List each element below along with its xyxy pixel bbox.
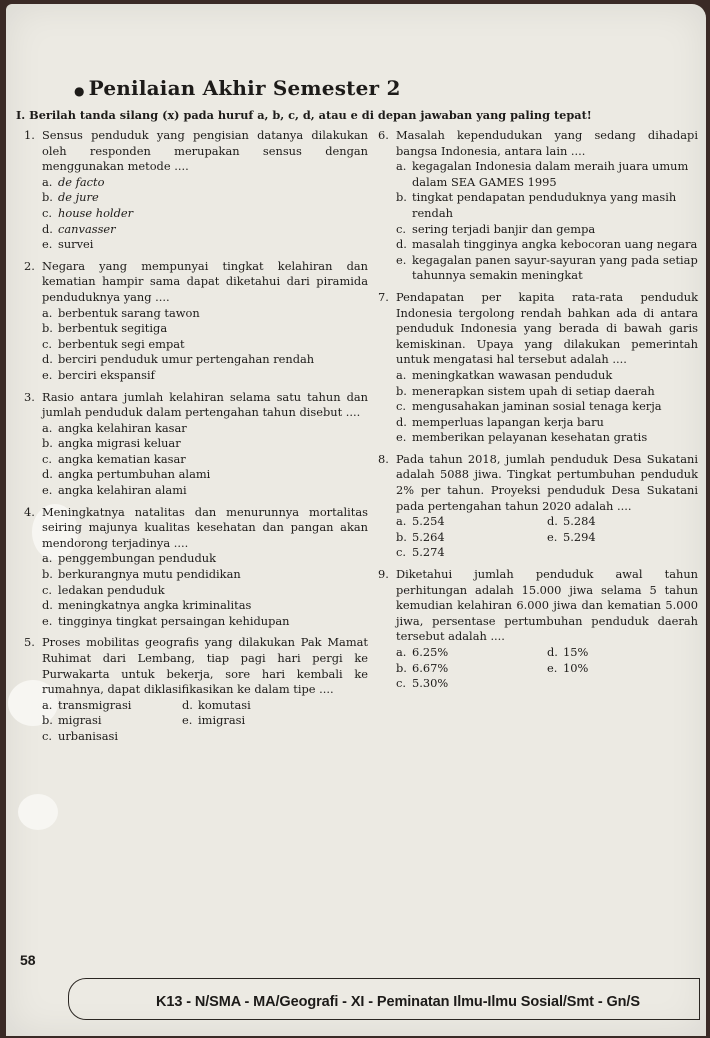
question-5 (24, 635, 368, 744)
option[interactable] (42, 321, 368, 337)
option-text: angka kelahiran kasar (58, 420, 187, 435)
right-column (378, 128, 698, 698)
option[interactable] (396, 430, 698, 446)
option-letter: c. (42, 451, 53, 466)
option-text: meningkatnya angka kriminalitas (58, 598, 252, 613)
option-letter: a. (396, 645, 407, 659)
option-text: mengusahakan jaminan sosial tenaga kerja (412, 399, 662, 414)
option[interactable] (396, 645, 547, 661)
option-letter: c. (42, 336, 53, 351)
option-text: tingginya tingkat persaingan kehidupan (58, 613, 290, 628)
question-number: 6. (378, 128, 389, 142)
option-text: berciri ekspansif (58, 367, 155, 382)
question-number: 2. (24, 258, 35, 273)
question-6 (378, 128, 698, 284)
option-letter: b. (396, 660, 407, 675)
option[interactable] (396, 514, 547, 530)
option-letter: d. (547, 514, 558, 529)
option-text: kegagalan panen sayur-sayuran yang pada setiap tahunnya semakin meningkat (412, 252, 698, 283)
option[interactable] (396, 190, 698, 221)
option-letter: a. (42, 420, 53, 435)
title-text: Penilaian Akhir Semester 2 (88, 76, 401, 100)
question-text: Pada tahun 2018, jumlah penduduk Desa Sukatani adalah 5088 jiwa. Tingkat pertumbuhan penduduk 2% per tahun. Proyeksi penduduk Desa Sukatani pada pertengahan tahun 2020 adalah .... (396, 451, 698, 513)
option[interactable] (42, 436, 368, 452)
option-text: survei (58, 237, 94, 252)
option-text: canvasser (58, 221, 116, 236)
option-letter: e. (42, 483, 53, 498)
option-text: 5.254 (412, 514, 445, 529)
option-text: ledakan penduduk (58, 582, 165, 597)
option[interactable] (182, 698, 368, 714)
option-text: menerapkan sistem upah di setiap daerah (412, 383, 655, 398)
option[interactable] (42, 368, 368, 384)
option[interactable] (396, 368, 698, 384)
option[interactable] (396, 661, 547, 677)
question-number: 9. (378, 567, 389, 582)
option-text: 6.67% (412, 660, 449, 675)
option-text: meningkatkan wawasan penduduk (412, 367, 613, 382)
option-letter: e. (42, 613, 53, 628)
option-text: 5.294 (563, 529, 596, 544)
option[interactable] (396, 159, 698, 190)
option-text: de jure (58, 190, 99, 205)
option-text: imigrasi (198, 713, 246, 728)
option-letter: d. (42, 467, 53, 482)
option[interactable] (42, 467, 368, 483)
option-letter: d. (42, 598, 53, 613)
option-letter: c. (396, 399, 407, 414)
option-text: transmigrasi (58, 697, 132, 712)
option[interactable] (42, 306, 368, 322)
option[interactable] (42, 698, 182, 714)
option-letter: e. (396, 430, 407, 445)
option-text: de facto (58, 174, 105, 189)
option-text: tingkat pendapatan penduduknya yang masih rendah (412, 190, 677, 220)
bullet-icon: ● (74, 84, 85, 98)
option-text: komutasi (198, 697, 251, 712)
option-letter: d. (42, 221, 53, 236)
option[interactable] (396, 415, 698, 431)
question-number: 4. (24, 504, 35, 519)
option[interactable] (42, 551, 368, 567)
option-text: berbentuk sarang tawon (58, 305, 200, 320)
option-letter: d. (182, 697, 193, 712)
question-1 (24, 128, 368, 253)
option-text: 15% (563, 645, 589, 659)
option[interactable] (42, 421, 368, 437)
option-text: 5.30% (412, 676, 449, 691)
option-text: memperluas lapangan kerja baru (412, 414, 604, 429)
question-number: 8. (378, 451, 389, 466)
option-letter: b. (42, 321, 53, 336)
option-letter: b. (42, 713, 53, 728)
option-letter: e. (547, 660, 558, 675)
page-number: 58 (20, 952, 36, 968)
option-text: 6.25% (412, 645, 449, 659)
question-3 (24, 390, 368, 499)
option[interactable] (42, 237, 368, 253)
question-number: 5. (24, 635, 35, 650)
option[interactable] (547, 514, 698, 530)
option-letter: e. (42, 367, 53, 382)
question-number: 7. (378, 289, 389, 304)
option-letter: a. (42, 551, 53, 566)
option[interactable] (42, 452, 368, 468)
question-text: Diketahui jumlah penduduk awal tahun perhitungan adalah 15.000 jiwa selama 5 tahun kemudian kelahiran 6.000 jiwa dan kematian 5.000 jiwa, persentase pertumbuhan penduduk daerah tersebut adalah .... (396, 567, 698, 644)
option-text: 5.264 (412, 529, 445, 544)
option[interactable] (396, 530, 547, 546)
option[interactable] (42, 190, 368, 206)
option-letter: a. (396, 514, 407, 529)
option-letter: e. (547, 529, 558, 544)
question-text: Pendapatan per kapita rata-rata penduduk Indonesia tergolong rendah bahkan ada di antara penduduk Indonesia yang berada di bawah garis kemiskinan. Upaya yang dilakukan pemerintah untuk mengatasi hal tersebut adalah .... (396, 289, 698, 367)
option-text: penggembungan penduduk (58, 551, 217, 566)
option-letter: b. (396, 190, 407, 205)
option[interactable] (547, 661, 698, 677)
option-letter: c. (396, 221, 407, 236)
option-letter: d. (547, 645, 558, 659)
question-number: 3. (24, 389, 35, 404)
question-text: Negara yang mempunyai tingkat kelahiran dan kematian hampir sama dapat diketahui dari piramida penduduknya yang .... (42, 258, 368, 304)
option-letter: e. (182, 713, 193, 728)
option-text: berciri penduduk umur pertengahan rendah (58, 352, 315, 367)
option-text: house holder (58, 205, 134, 220)
option[interactable] (42, 583, 368, 599)
option-text: angka kelahiran alami (58, 483, 187, 498)
option-text: masalah tingginya angka kebocoran uang negara (412, 237, 698, 252)
option[interactable] (396, 384, 698, 400)
left-column (24, 128, 368, 751)
option[interactable] (396, 399, 698, 415)
option-text: 5.284 (563, 514, 596, 529)
question-7 (378, 290, 698, 446)
option-letter: b. (42, 567, 53, 582)
option-text: 5.274 (412, 545, 445, 560)
option-text: berkurangnya mutu pendidikan (58, 567, 241, 582)
option-letter: c. (396, 676, 407, 691)
option-text: sering terjadi banjir dan gempa (412, 221, 596, 236)
footer-text: K13 - N/SMA - MA/Geografi - XI - Peminatan Ilmu-Ilmu Sosial/Smt - Gn/S (156, 994, 640, 1010)
option-letter: c. (42, 728, 53, 743)
question-text: Proses mobilitas geografis yang dilakukan Pak Mamat Ruhimat dari Lembang, tiap pagi hari pergi ke Purwakarta untuk bekerja, sore hari kembali ke rumahnya, dapat diklasifikasikan ke dalam tipe .... (42, 635, 368, 697)
option[interactable] (547, 645, 698, 661)
option-letter: d. (42, 352, 53, 367)
option-text: migrasi (58, 713, 102, 728)
option-letter: a. (42, 174, 53, 189)
option[interactable] (547, 530, 698, 546)
option[interactable] (396, 253, 698, 284)
option-letter: a. (396, 159, 407, 174)
question-4 (24, 505, 368, 630)
option-letter: a. (42, 305, 53, 320)
option-letter: e. (396, 252, 407, 267)
glare-spot (18, 794, 58, 830)
option-text: 10% (563, 660, 589, 675)
option-text: angka pertumbuhan alami (58, 467, 211, 482)
option[interactable] (42, 352, 368, 368)
option[interactable] (42, 206, 368, 222)
option-text: angka kematian kasar (58, 451, 186, 466)
option-letter: b. (42, 190, 53, 205)
option-text: urbanisasi (58, 728, 118, 743)
option[interactable] (42, 713, 182, 729)
option[interactable] (396, 676, 547, 692)
option[interactable] (42, 337, 368, 353)
option-text: memberikan pelayanan kesehatan gratis (412, 430, 648, 445)
option-text: berbentuk segi empat (58, 336, 185, 351)
option[interactable] (396, 545, 547, 561)
worksheet-page (6, 4, 706, 1036)
option[interactable] (396, 222, 698, 238)
instruction: I. Berilah tanda silang (x) pada huruf a, b, c, d, atau e di depan jawaban yang paling tepat! (16, 108, 592, 122)
option[interactable] (42, 175, 368, 191)
option-letter: d. (396, 237, 407, 252)
option[interactable] (42, 598, 368, 614)
option[interactable] (42, 729, 182, 745)
option[interactable] (42, 567, 368, 583)
option-letter: b. (42, 436, 53, 451)
question-number: 1. (24, 128, 35, 142)
option-letter: b. (396, 383, 407, 398)
question-9 (378, 567, 698, 692)
option-text: angka migrasi keluar (58, 436, 181, 451)
page-title (74, 76, 401, 100)
question-text: Sensus penduduk yang pengisian datanya dilakukan oleh responden merupakan sensus dengan menggunakan metode .... (42, 128, 368, 174)
option-letter: e. (42, 237, 53, 252)
question-2 (24, 259, 368, 384)
option[interactable] (42, 222, 368, 238)
option-letter: c. (396, 545, 407, 560)
option-letter: c. (42, 582, 53, 597)
question-8 (378, 452, 698, 561)
question-text: Rasio antara jumlah kelahiran selama satu tahun dan jumlah penduduk dalam pertengahan tahun disebut .... (42, 389, 368, 420)
option[interactable] (42, 483, 368, 499)
option[interactable] (182, 713, 368, 729)
option[interactable] (42, 614, 368, 630)
option-text: kegagalan Indonesia dalam meraih juara umum dalam SEA GAMES 1995 (412, 159, 689, 189)
option-text: berbentuk segitiga (58, 321, 168, 336)
question-text: Meningkatnya natalitas dan menurunnya mortalitas seiring majunya kualitas kesehatan dan pangan akan mendorong terjadinya .... (42, 504, 368, 550)
option-letter: a. (42, 697, 53, 712)
option-letter: d. (396, 414, 407, 429)
option-letter: b. (396, 529, 407, 544)
option[interactable] (396, 237, 698, 253)
option-letter: c. (42, 205, 53, 220)
question-text: Masalah kependudukan yang sedang dihadapi bangsa Indonesia, antara lain .... (396, 128, 698, 158)
option-letter: a. (396, 367, 407, 382)
